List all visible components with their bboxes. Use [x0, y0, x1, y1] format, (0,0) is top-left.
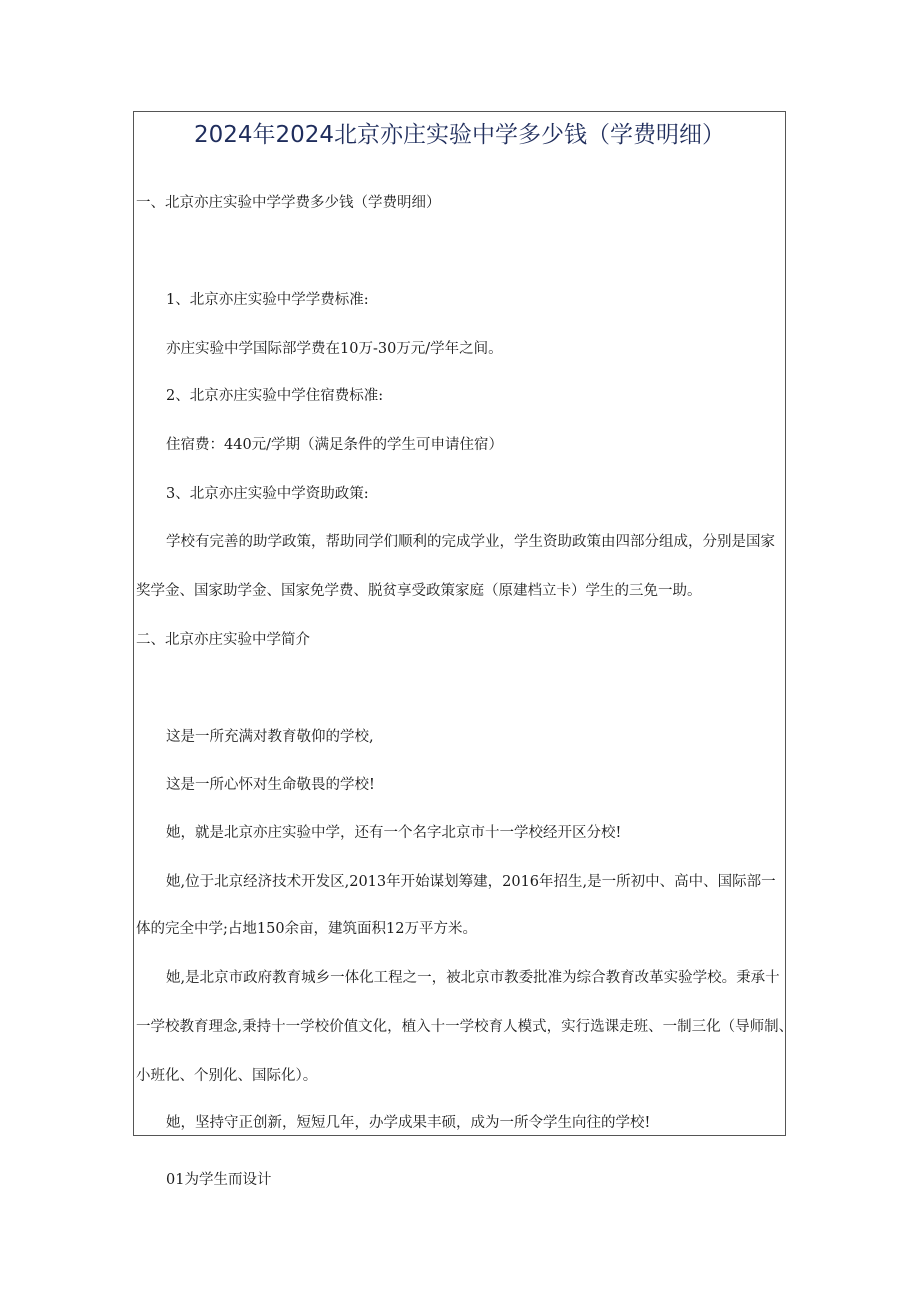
intro-paragraph-3: 她，就是北京亦庄实验中学，还有一个名字北京市十一学校经开区分校! — [166, 825, 622, 841]
tuition-standard-text: 亦庄实验中学国际部学费在10万-30万元/学年之间。 — [166, 341, 503, 357]
intro-paragraph-5-line-3: 小班化、个别化、国际化）。 — [136, 1068, 318, 1084]
aid-policy-label: 3、北京亦庄实验中学资助政策: — [166, 486, 369, 502]
tuition-standard-label: 1、北京亦庄实验中学学费标准: — [166, 292, 369, 308]
intro-paragraph-2: 这是一所心怀对生命敬畏的学校! — [166, 777, 375, 793]
intro-paragraph-4-line-1: 她,位于北京经济技术开发区,2013年开始谋划筹建，2016年招生,是一所初中、高中、国际部一 — [166, 874, 776, 890]
aid-policy-text-line-1: 学校有完善的助学政策，帮助同学们顺利的完成学业，学生资助政策由四部分组成，分别是国家 — [166, 534, 775, 550]
intro-paragraph-5-line-2: 一学校教育理念,秉持十一学校价值文化，植入十一学校育人模式，实行选课走班、一制三化（导师制、 — [136, 1019, 794, 1035]
intro-paragraph-4-line-2: 体的完全中学;占地150余亩，建筑面积12万平方米。 — [136, 921, 478, 937]
section-heading-tuition: 一、北京亦庄实验中学学费多少钱（学费明细） — [136, 195, 441, 211]
accommodation-standard-label: 2、北京亦庄实验中学住宿费标准: — [166, 388, 384, 404]
intro-paragraph-5-line-1: 她,是北京市政府教育城乡一体化工程之一，被北京市教委批准为综合教育改革实验学校。秉承十 — [166, 970, 780, 986]
intro-paragraph-1: 这是一所充满对教育敬仰的学校, — [166, 729, 374, 745]
document-title: 2024年2024北京亦庄实验中学多少钱（学费明细） — [193, 122, 726, 148]
intro-paragraph-6: 她，坚持守正创新，短短几年，办学成果丰硕，成为一所令学生向往的学校! — [166, 1115, 651, 1131]
accommodation-standard-text: 住宿费：440元/学期（满足条件的学生可申请住宿） — [166, 437, 504, 453]
aid-policy-text-line-2: 奖学金、国家助学金、国家免学费、脱贫享受政策家庭（原建档立卡）学生的三免一助。 — [136, 583, 702, 599]
subsection-heading-designed-for-students: 01为学生而设计 — [166, 1172, 272, 1188]
section-heading-intro: 二、北京亦庄实验中学简介 — [136, 632, 310, 648]
